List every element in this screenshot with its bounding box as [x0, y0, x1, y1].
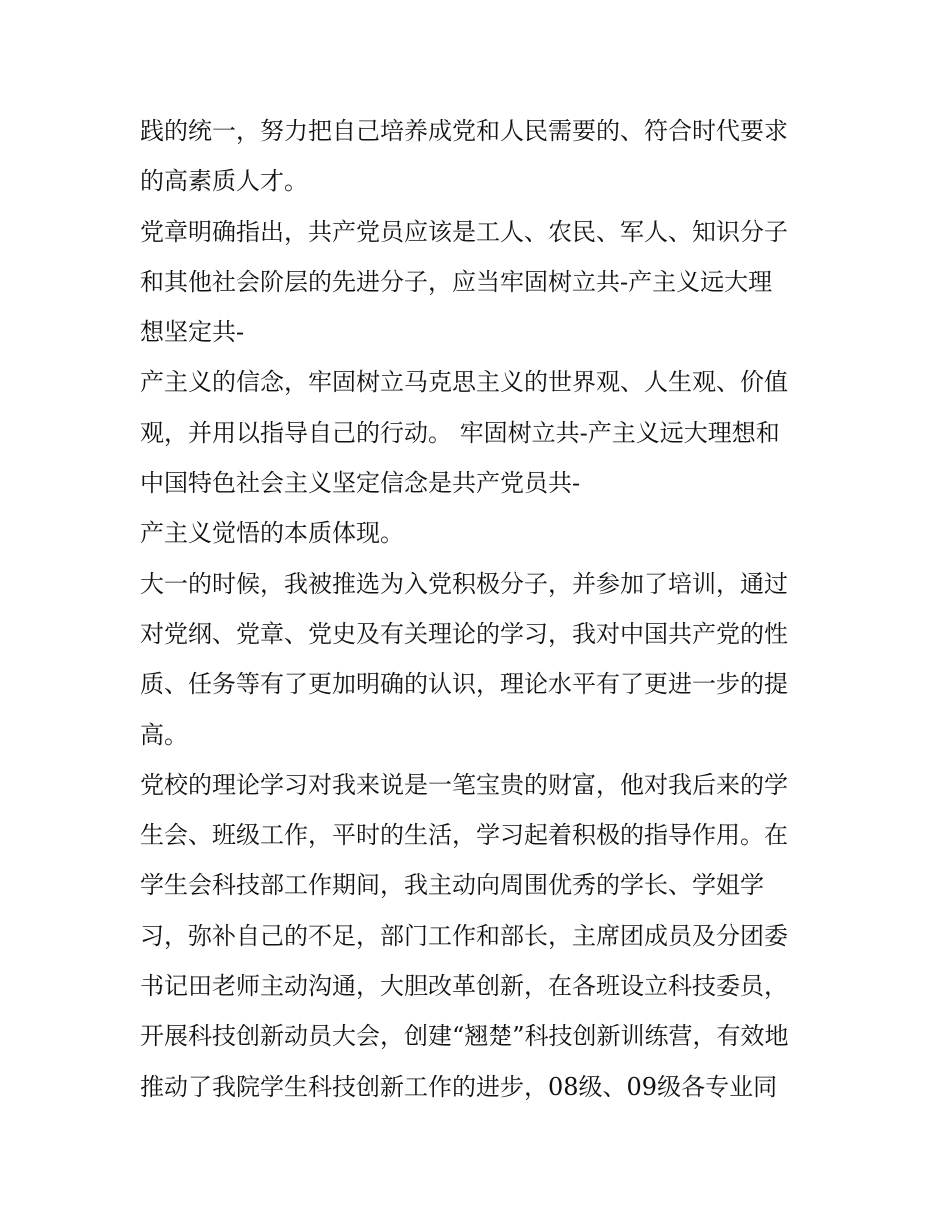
text-line: 质、任务等有了更加明确的认识，理论水平有了更进一步的提 — [140, 670, 788, 699]
text-line: 大一的时候，我被推选为入党积极分子，并参加了培训，通过 — [140, 569, 788, 598]
text-line: 党校的理论学习对我来说是一笔宝贵的财富，他对我后来的学 — [140, 770, 788, 799]
text-line: 的高素质人才。 — [140, 167, 308, 196]
text-line: 中国特色社会主义坚定信念是共产党员共- — [140, 469, 581, 498]
text-line: 产主义觉悟的本质体现。 — [140, 519, 404, 548]
text-line: 学生会科技部工作期间，我主动向周围优秀的学长、学姐学 — [140, 871, 764, 900]
text-line: 高。 — [140, 720, 188, 749]
text-line: 推动了我院学生科技创新工作的进步，08级、09级各专业同 — [140, 1072, 778, 1101]
text-line: 党章明确指出，共产党员应该是工人、农民、军人、知识分子 — [140, 217, 788, 246]
text-line: 和其他社会阶层的先进分子，应当牢固树立共-产主义远大理 — [140, 267, 773, 296]
text-line: 观，并用以指导自己的行动。 牢固树立共-产主义远大理想和 — [140, 418, 780, 447]
text-line: 产主义的信念，牢固树立马克思主义的世界观、人生观、价值 — [140, 368, 788, 397]
text-line: 习，弥补自己的不足，部门工作和部长，主席团成员及分团委 — [140, 921, 788, 950]
text-line: 生会、班级工作，平时的生活，学习起着积极的指导作用。在 — [140, 821, 788, 850]
text-line: 开展科技创新动员大会，创建“翘楚”科技创新训练营，有效地 — [140, 1022, 789, 1051]
text-line: 书记田老师主动沟通，大胆改革创新，在各班设立科技委员， — [140, 972, 788, 1001]
text-line: 对党纲、党章、党史及有关理论的学习，我对中国共产党的性 — [140, 619, 788, 648]
text-line: 想坚定共- — [140, 318, 245, 347]
document-body — [140, 106, 820, 1112]
text-line: 践的统一，努力把自己培养成党和人民需要的、符合时代要求 — [140, 117, 788, 145]
